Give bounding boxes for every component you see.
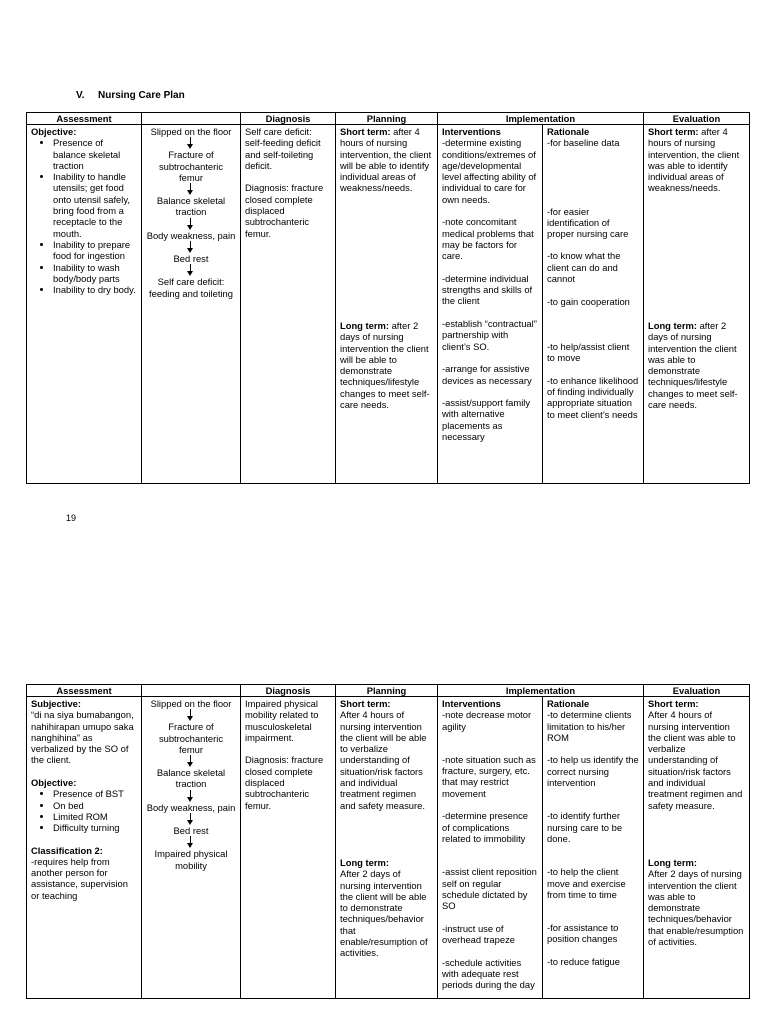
- implementation-header: Implementation: [438, 685, 644, 697]
- planning-header: Planning: [336, 685, 438, 697]
- list-item: • Difficulty turning: [53, 822, 137, 833]
- rationale-item: -to enhance likelihood of finding individually appropriate situation to meet client’s needs: [547, 374, 639, 420]
- list-item: • Presence of BST: [53, 788, 137, 799]
- down-arrow-icon: [186, 137, 196, 149]
- interventions-label: Interventions: [442, 698, 501, 709]
- evaluation-cell: [644, 125, 750, 484]
- objective-list: [31, 137, 137, 295]
- list-item: • Limited ROM: [53, 811, 137, 822]
- down-arrow-icon: [186, 183, 196, 195]
- body-row: [27, 697, 750, 999]
- subjective-label: Subjective:: [31, 698, 82, 709]
- classification-label: Classification 2:: [31, 844, 103, 856]
- intervention-item: -assist client reposition self on regular schedule dictated by SO: [442, 866, 537, 912]
- flow-step: Impaired physical mobility: [154, 848, 228, 871]
- rationale-item: -to help/assist client to move: [547, 340, 630, 364]
- body-row: [27, 125, 750, 484]
- flow-step: Balance skeletal traction: [156, 767, 226, 790]
- rationale-item: -to reduce fatigue: [547, 956, 620, 968]
- down-arrow-icon: [186, 755, 196, 767]
- classification-text: -requires help from another person for assistance, supervision or teaching: [31, 855, 128, 901]
- short-term-text: after 4 hours of nursing intervention, the client will be able to identify individual areas of weakness/needs.: [340, 126, 432, 194]
- down-arrow-icon: [186, 813, 196, 825]
- list-item: • On bed: [53, 800, 137, 811]
- intervention-item: -schedule activities with adequate rest periods during the day: [442, 956, 535, 991]
- rationale-cell: [543, 697, 644, 999]
- evaluation-cell: [644, 697, 750, 999]
- long-term-text: After 2 days of nursing intervention the client will be able to demonstrate techniques/behavior that enable/resumption of activities.: [340, 868, 428, 959]
- nursing-diagnosis: Impaired physical mobility related to musculoskeletal impairment.: [245, 698, 319, 743]
- flow-step: Bed rest: [173, 825, 209, 837]
- objective-label: Objective:: [31, 777, 77, 789]
- objective-list: [31, 788, 137, 833]
- long-term-text: after 2 days of nursing intervention the client will be able to demonstrate techniques/lifestyle changes to meet self-care needs.: [340, 320, 430, 411]
- assessment-header: Assessment: [27, 113, 142, 125]
- rationale-cell: [543, 125, 644, 484]
- implementation-header: Implementation: [438, 113, 644, 125]
- long-term-label: Long term:: [648, 857, 697, 868]
- flow-step: Body weakness, pain: [146, 801, 236, 813]
- long-term-label: Long term:: [340, 857, 389, 868]
- interventions-cell: [438, 125, 543, 484]
- intervention-item: -arrange for assistive devices as necessary: [442, 363, 532, 386]
- intervention-item: -note concomitant medical problems that may be factors for care.: [442, 216, 534, 262]
- short-term-label: Short term:: [648, 698, 699, 709]
- short-term-text: after 4 hours of nursing intervention, the client was able to identify individual areas of weakness/needs.: [648, 126, 740, 194]
- long-term-label: Long term:: [648, 320, 697, 331]
- interventions-cell: [438, 697, 543, 999]
- pathophysiology-flow: [142, 697, 241, 999]
- rationale-item: -to gain cooperation: [547, 295, 630, 307]
- long-term-label: Long term:: [340, 320, 389, 331]
- short-term-evaluation: [648, 126, 745, 320]
- intervention-item: -note decrease motor agility: [442, 709, 532, 732]
- list-item: • Presence of balance skeletal traction: [53, 137, 137, 171]
- section-number: V.: [76, 90, 85, 101]
- intervention-item: -determine individual strengths and skills of the client: [442, 272, 533, 307]
- intervention-item: -note situation such as fracture, surgery, etc. that may restrict movement: [442, 753, 536, 799]
- care-plan-table-1: [26, 112, 750, 484]
- down-arrow-icon: [186, 790, 196, 802]
- evaluation-header: Evaluation: [644, 685, 750, 697]
- flow-step: Slipped on the floor: [150, 126, 232, 137]
- nursing-diagnosis: Self care deficit: self-feeding deficit and self-toileting deficit.: [245, 126, 321, 171]
- long-term-goal: [340, 857, 433, 959]
- list-item: • Inability to prepare food for ingestion: [53, 239, 137, 262]
- intervention-item: -determine existing conditions/extremes of age/developmental level affecting ability of individual to care for own needs.: [442, 137, 537, 205]
- flow-step: Body weakness, pain: [146, 229, 236, 241]
- diagnosis-cell: [241, 697, 336, 999]
- down-arrow-icon: [186, 241, 196, 253]
- intervention-item: -instruct use of overhead trapeze: [442, 922, 515, 946]
- medical-diagnosis: Diagnosis: fracture closed complete displaced subtrochanteric femur.: [245, 182, 324, 239]
- rationale-item: -to identify further nursing care to be done.: [547, 810, 623, 844]
- rationale-item: -to know what the client can do and cannot: [547, 250, 621, 285]
- short-term-text: After 4 hours of nursing intervention the client was able to verbalize understanding of situation/risk factors and individual treatment regimen and safety measure.: [648, 709, 743, 811]
- diagnosis-header: Diagnosis: [241, 113, 336, 125]
- long-term-text: after 2 days of nursing intervention the client was able to demonstrate techniques/lifestyle changes to meet self-care needs.: [648, 320, 738, 411]
- header-row: [27, 685, 750, 697]
- down-arrow-icon: [186, 709, 196, 721]
- short-term-evaluation: [648, 698, 745, 857]
- diagnosis-header: Diagnosis: [241, 685, 336, 697]
- assessment-header: Assessment: [27, 685, 142, 697]
- short-term-label: Short term:: [340, 698, 391, 709]
- short-term-text: After 4 hours of nursing intervention the client will be able to verbalize understanding of situation/risk factors and individual treatment regimen and safety measure.: [340, 709, 427, 811]
- section-heading: [76, 90, 185, 101]
- diagnosis-cell: [241, 125, 336, 484]
- rationale-item: -for assistance to position changes: [547, 922, 619, 945]
- medical-diagnosis: Diagnosis: fracture closed complete displaced subtrochanteric femur.: [245, 754, 324, 811]
- down-arrow-icon: [186, 264, 196, 276]
- rationale-item: -to determine clients limitation to his/her ROM: [547, 709, 632, 743]
- planning-cell: [336, 697, 438, 999]
- care-plan-table-2: [26, 684, 750, 999]
- long-term-evaluation: [648, 320, 745, 410]
- flow-step: Fracture of subtrochanteric femur: [158, 149, 224, 183]
- intervention-item: -establish “contractual” partnership with client’s SO.: [442, 318, 537, 352]
- objective-label: Objective:: [31, 126, 77, 137]
- short-term-label: Short term:: [340, 126, 391, 137]
- section-title: Nursing Care Plan: [98, 90, 185, 101]
- flow-step: Fracture of subtrochanteric femur: [158, 721, 224, 755]
- short-term-label: Short term:: [648, 126, 699, 137]
- down-arrow-icon: [186, 836, 196, 848]
- intervention-item: -determine presence of complications related to immobility: [442, 810, 528, 844]
- rationale-label: Rationale: [547, 126, 590, 137]
- list-item: • Inability to dry body.: [53, 284, 137, 295]
- flow-step: Bed rest: [173, 253, 209, 265]
- short-term-goal: [340, 698, 433, 857]
- subjective-text: “di na siya bumabangon, nahihirapan umupo saka nanghihina” as verbalized by the SO of the client.: [31, 709, 134, 766]
- rationale-item: -for baseline data: [547, 137, 620, 149]
- intervention-item: -assist/support family with alternative placements as necessary: [442, 397, 531, 443]
- flow-step: Slipped on the floor: [150, 698, 232, 709]
- interventions-label: Interventions: [442, 126, 501, 137]
- assessment-cell: [27, 125, 142, 484]
- assessment-cell: [27, 697, 142, 999]
- header-row: [27, 113, 750, 125]
- long-term-text: After 2 days of nursing intervention the client was able to demonstrate techniques/behavior that enable/resumption of activities.: [648, 868, 744, 948]
- rationale-item: -to help the client move and exercise from time to time: [547, 866, 626, 900]
- short-term-goal: [340, 126, 433, 320]
- evaluation-header: Evaluation: [644, 113, 750, 125]
- rationale-label: Rationale: [547, 698, 590, 709]
- rationale-item: -for easier identification of proper nursing care: [547, 205, 629, 240]
- flow-step: Self care deficit: feeding and toileting: [149, 276, 233, 299]
- rationale-item: -to help us identify the correct nursing intervention: [547, 754, 639, 789]
- down-arrow-icon: [186, 218, 196, 230]
- long-term-evaluation: [648, 857, 745, 947]
- list-item: • Inability to handle utensils; get food onto utensil safely, bring food from a receptacle to the mouth.: [53, 171, 137, 239]
- page-number: 19: [66, 513, 77, 523]
- flow-step: Balance skeletal traction: [156, 195, 226, 218]
- planning-header: Planning: [336, 113, 438, 125]
- long-term-goal: [340, 320, 433, 410]
- pathophysiology-flow: [142, 125, 241, 484]
- planning-cell: [336, 125, 438, 484]
- list-item: • Inability to wash body/body parts: [53, 262, 137, 285]
